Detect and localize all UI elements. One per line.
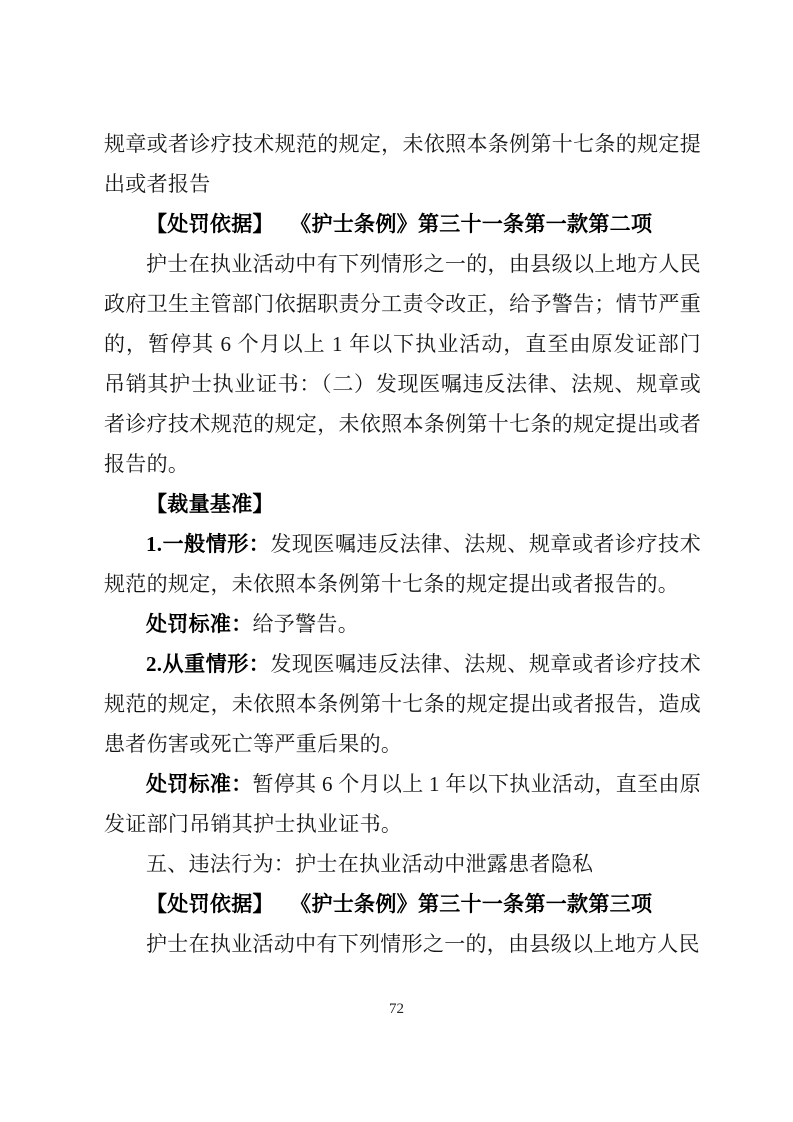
penalty-standard-label-1: 处罚标准： (146, 612, 253, 636)
penalty-standard-paragraph-1 (104, 604, 701, 644)
penalty-standard-label-2: 处罚标准： (146, 772, 253, 796)
general-case-paragraph (104, 524, 701, 604)
page-footer (0, 998, 793, 1020)
general-case-text: 发现医嘱违反法律、法规、规章或者诊疗技术规范的规定，未依照本条例第十七条的规定提出或者报告的。 (104, 532, 701, 596)
document-body (104, 124, 701, 964)
statute-paragraph-1: 护士在执业活动中有下列情形之一的，由县级以上地方人民政府卫生主管部门依据职责分工责令改正，给予警告；情节严重的，暂停其 6 个月以上 1 年以下执业活动，直至由原发证部门吊销其护士执业证书：（二）发现医嘱违反法律、法规、规章或者诊疗技术规范的规定，未依照本条例第十七条的规定提出或者报告的。 (104, 252, 701, 476)
penalty-standard-text-1: 给予警告。 (252, 612, 359, 636)
aggravated-case-paragraph (104, 644, 701, 764)
penalty-standard-text-2: 暂停其 6 个月以上 1 年以下执业活动，直至由原发证部门吊销其护士执业证书。 (104, 772, 701, 836)
penalty-standard-paragraph-2 (104, 764, 701, 844)
aggravated-case-label: 2.从重情形： (146, 652, 271, 676)
general-case-label: 1.一般情形： (146, 532, 271, 556)
penalty-basis-heading-1: 【处罚依据】 《护士条例》第三十一条第一款第二项 (146, 212, 653, 236)
aggravated-case-text: 发现医嘱违反法律、法规、规章或者诊疗技术规范的规定，未依照本条例第十七条的规定提出或者报告，造成患者伤害或死亡等严重后果的。 (104, 652, 701, 756)
violation-item-5-paragraph: 五、违法行为：护士在执业活动中泄露患者隐私 (146, 852, 594, 876)
continuation-paragraph: 规章或者诊疗技术规范的规定，未依照本条例第十七条的规定提出或者报告 (104, 132, 701, 196)
discretion-benchmark-heading: 【裁量基准】 (146, 492, 274, 516)
penalty-basis-heading-2: 【处罚依据】 《护士条例》第三十一条第一款第三项 (146, 892, 653, 916)
statute-paragraph-2: 护士在执业活动中有下列情形之一的，由县级以上地方人民 (146, 932, 700, 956)
page-number: 72 (389, 1001, 404, 1017)
